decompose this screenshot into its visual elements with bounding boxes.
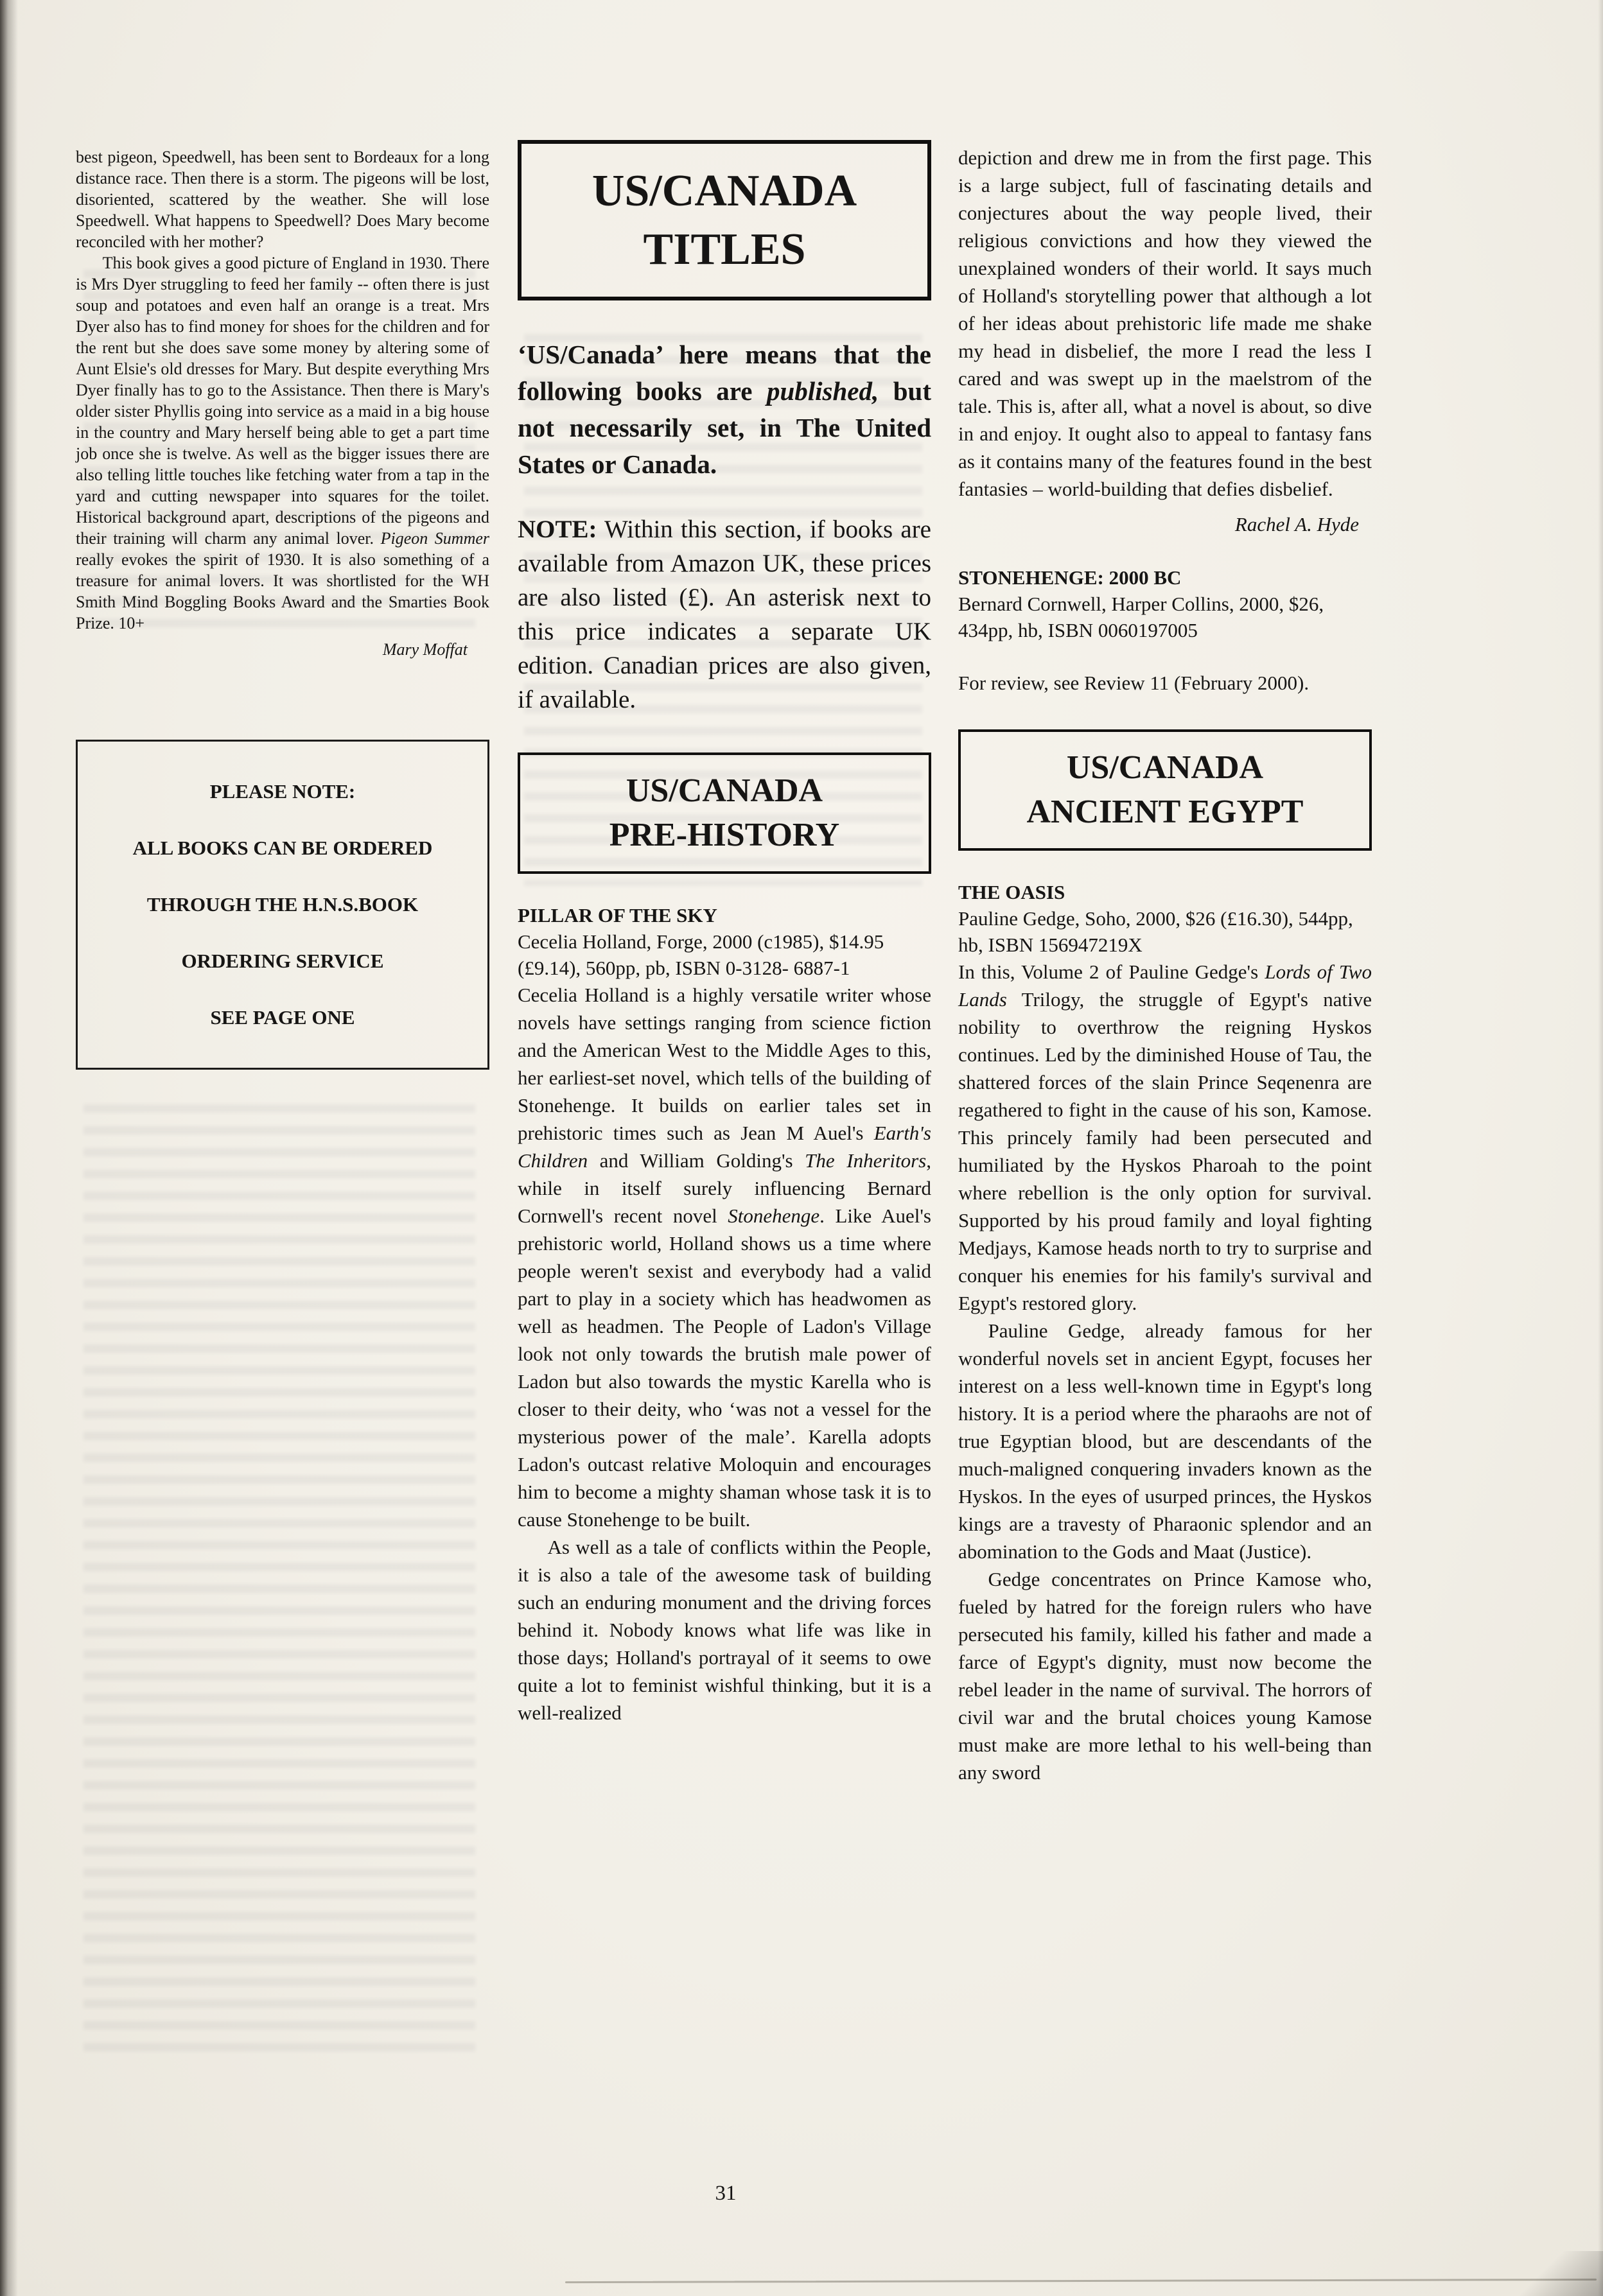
ordering-notice-box xyxy=(76,740,489,1070)
body-paragraph: best pigeon, Speedwell, has been sent to Bordeaux for a long distance race. Then there is a storm. The pigeons will be lost, disoriented, scattered by the weather. She will lose Speedwell. What happens to Speedwell? Does Mary become reconciled with her mother? xyxy=(76,148,489,251)
review-publication-details: Pauline Gedge, Soho, 2000, $26 (£16.30), 544pp, hb, ISBN 156947219X xyxy=(958,907,1353,957)
left-column-text xyxy=(76,146,489,634)
bleed-through-artifact xyxy=(83,1104,475,2055)
review-body xyxy=(518,981,931,1726)
body-paragraph: Cecelia Holland is a highly versatile writer whose novels have settings ranging from science fiction and the American West to the Middle Ages to this, her earliest-set novel, which tells of the building of Stonehenge. It builds on earlier tales set in prehistoric times such as Jean M Auel's Earth's Children and William Golding's The Inheritors, while in itself surely influencing Bernard Cornwell's recent novel Stonehenge. Like Auel's prehistoric world, Holland shows us a time where people weren't sexist and everybody had a valid part to play in a society which has headwomen as well as headmen. The People of Ladon's Village look not only towards the brutish male power of Ladon but also towards the mystic Karella who is closer to their deity, who ‘was not a vessel for the mysterious power of the male’. Karella adopts Ladon's outcast relative Moloquin and encourages him to become a mighty shaman whose task it is to cause Stonehenge to be built. xyxy=(518,984,931,1531)
review-the-oasis xyxy=(958,879,1372,1786)
review-body xyxy=(958,958,1372,1786)
section-heading-us-canada-ancient-egypt xyxy=(958,729,1372,851)
left-column xyxy=(76,146,489,1070)
section-heading-line: US/CANADA xyxy=(1066,749,1264,786)
scan-artifact-line xyxy=(565,2279,1597,2283)
section-intro-text: ‘US/Canada’ here means that the following books are published, but not necessarily set, in The United States or Canada. xyxy=(518,340,932,479)
page-corner-curl xyxy=(1507,2251,1603,2296)
section-heading-line: PRE-HISTORY xyxy=(609,816,840,853)
notice-line: SEE PAGE ONE xyxy=(210,1006,355,1029)
review-title: PILLAR OF THE SKY xyxy=(518,904,717,927)
notice-line: PLEASE NOTE: xyxy=(209,780,356,803)
review-title: STONEHENGE: 2000 BC xyxy=(958,566,1182,589)
right-column xyxy=(958,144,1372,1786)
review-continuation-text xyxy=(958,144,1372,503)
body-paragraph: depiction and drew me in from the first page. This is a large subject, full of fascinating details and conjectures about the way people lived, their religious convictions and how they viewed the unexplained wonders of their world. It says much of Holland's storytelling power that although a lot of her ideas about prehistoric life made me shake my head in disbelief, the more I read the less I cared and was swept up in the maelstrom of the tale. This is, after all, what a novel is about, so dive in and enjoy. It ought also to appeal to fantasy fans as it contains many of the features found in the best fantasies – world-building that defies disbelief. xyxy=(958,146,1372,500)
review-pillar-of-the-sky xyxy=(518,902,931,1726)
section-heading-line: US/CANADA xyxy=(591,166,857,216)
review-cross-reference: For review, see Review 11 (February 2000). xyxy=(958,672,1310,694)
body-paragraph: Pauline Gedge, already famous for her wonderful novels set in ancient Egypt, focuses her interest on a less well-known time in Egypt's long history. It is a period where the pharaohs are not of true Egyptian blood, but are descendants of the much-maligned conquering invaders known as the Hyskos. In the eyes of usurped princes, the Hyskos kings are a travesty of Pharaonic splendor and an abomination to the Gods and Maat (Justice). xyxy=(958,1319,1372,1563)
section-heading-line: US/CANADA xyxy=(626,772,823,809)
review-title: THE OASIS xyxy=(958,881,1065,904)
body-paragraph: As well as a tale of conflicts within the People, it is also a tale of the awesome task of building such an enduring monument and the driving forces behind it. Nobody knows what life was like in those days; Holland's portrayal of it seems to owe quite a lot to feminist wishful thinking, but it is a well-realized xyxy=(518,1536,931,1725)
body-paragraph: Gedge concentrates on Prince Kamose who, fueled by hatred for the foreign rulers who have persecuted his family, killed his father and made a farce of Egypt's dignity, must now become the rebel leader in the name of survival. The horrors of civil war and the brutal choices young Kamose must make are more lethal to his well-being than any sword xyxy=(958,1568,1372,1784)
review-stonehenge-2000-bc xyxy=(958,564,1372,696)
middle-column xyxy=(518,140,931,1726)
reviewer-byline: Rachel A. Hyde xyxy=(1234,513,1359,535)
review-publication-details: Cecelia Holland, Forge, 2000 (c1985), $14.95 (£9.14), 560pp, pb, ISBN 0-3128- 6887-1 xyxy=(518,930,884,980)
section-note-text: NOTE: Within this section, if books are available from Amazon UK, these prices are also listed (£). An asterisk next to this price indicates a separate UK edition. Canadian prices are also given, if available. xyxy=(518,516,931,713)
review-publication-details: Bernard Cornwell, Harper Collins, 2000, $26, 434pp, hb, ISBN 0060197005 xyxy=(958,593,1324,641)
section-heading-line: TITLES xyxy=(643,225,806,274)
notice-line: THROUGH THE H.N.S.BOOK xyxy=(146,893,419,916)
notice-line: ORDERING SERVICE xyxy=(181,950,384,972)
section-heading-us-canada-titles xyxy=(518,140,931,300)
notice-line: ALL BOOKS CAN BE ORDERED xyxy=(132,837,433,859)
body-paragraph: This book gives a good picture of England in 1930. There is Mrs Dyer struggling to feed her family -- often there is just soup and potatoes and even half an orange is a treat. Mrs Dyer also has to find money for shoes for the children and for the rent but she does save some money by altering some of Aunt Elsie's old dresses for Mary. But despite everything Mrs Dyer finally has to go to the Assistance. Then there is Mary's older sister Phyllis going into service as a maid in a big house in the country and Mary herself being able to get a part time job once she is twelve. As well as the bigger issues there are also telling little touches like fetching water from a tap in the yard and cutting newspaper into squares for the toilet. Historical background apart, descriptions of the pigeons and their training will charm any animal lover. Pigeon Summer really evokes the spirit of 1930. It is also something of a treasure for animal lovers. It was shortlisted for the WH Smith Mind Boggling Books Award and the Smarties Book Prize. 10+ xyxy=(76,254,490,632)
section-heading-us-canada-pre-history xyxy=(518,752,931,874)
page-number: 31 xyxy=(715,2182,737,2205)
body-paragraph: In this, Volume 2 of Pauline Gedge's Lords of Two Lands Trilogy, the struggle of Egypt's native nobility to overthrow the reigning Hyskos continues. Led by the diminished House of Tau, the shattered forces of the slain Prince Seqenenra are regathered to fight in the cause of his son, Kamose. This princely family had been persecuted and humiliated by the Hyskos Pharoah to the point where rebellion is the only option for survival. Supported by his proud family and loyal fighting Medjays, Kamose heads north to try to surprise and conquer his enemies for his family's survival and Egypt's restored glory. xyxy=(958,961,1372,1315)
scan-edge-shadow-right xyxy=(1598,0,1603,2296)
reviewer-byline: Mary Moffat xyxy=(382,640,468,659)
section-heading-line: ANCIENT EGYPT xyxy=(1026,793,1304,830)
scan-edge-shadow-left xyxy=(0,0,18,2296)
